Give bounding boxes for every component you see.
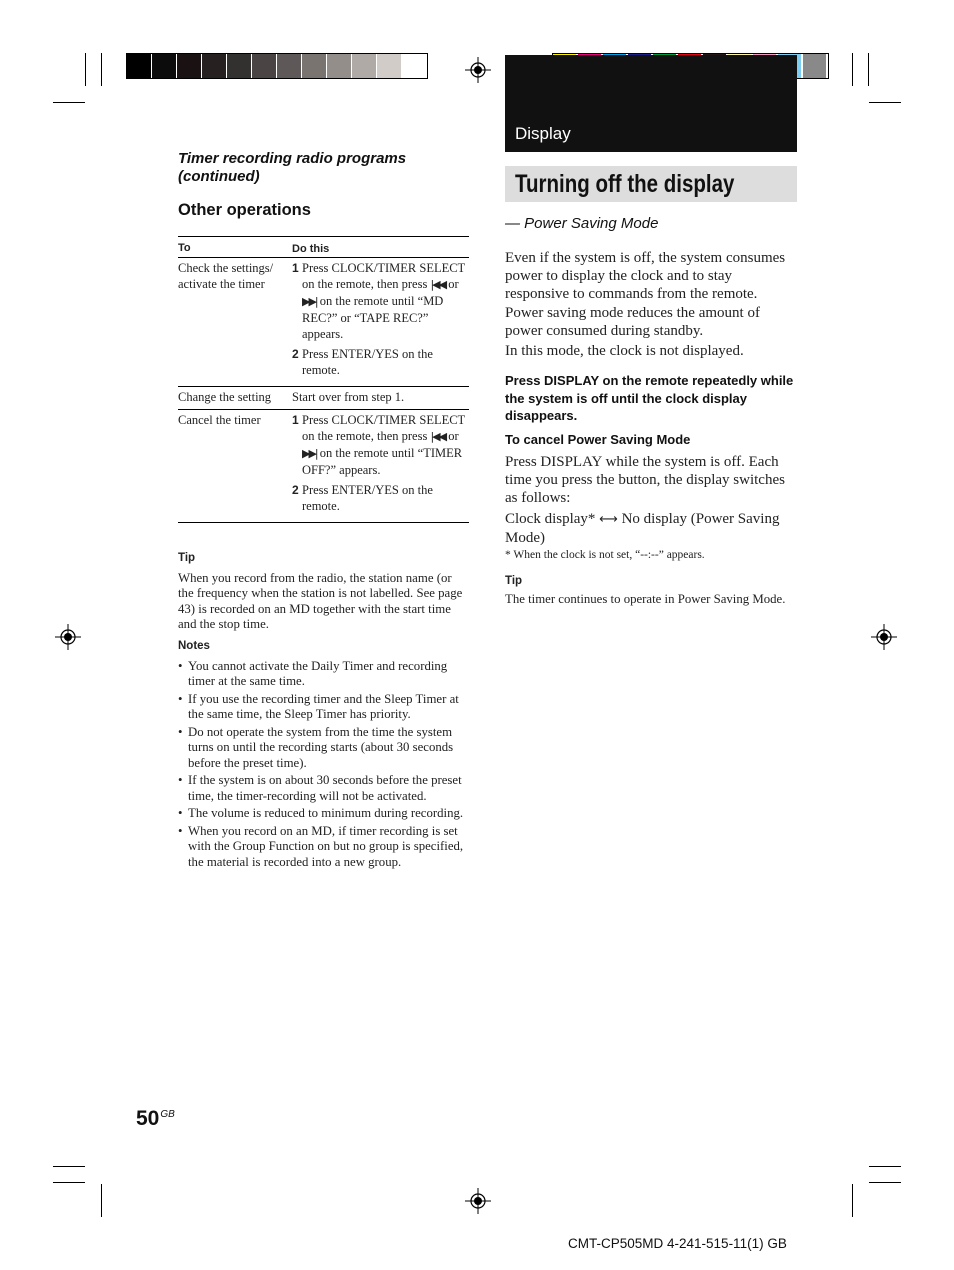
double-arrow-icon: ⟷: [599, 511, 618, 527]
tip-text: When you record from the radio, the station name (or the frequency when the station is not labelled. See page 43) is recorded on an MD together with the start time and the stop time.: [178, 570, 463, 631]
step: [292, 346, 469, 378]
crop-mark: [101, 53, 102, 86]
cycle-item-no-display: No display (Power Saving Mode): [505, 510, 780, 546]
page-suffix: GB: [160, 1109, 175, 1120]
notes-section: [178, 639, 470, 872]
column-header-do: Do this: [292, 243, 330, 255]
step-text: Press CLOCK/TIMER SELECT on the remote, then press: [302, 413, 465, 443]
gray-swatch: [127, 54, 152, 78]
next-track-icon: ▶▶|: [302, 447, 317, 460]
table-header: [178, 237, 469, 258]
step: [292, 260, 469, 342]
cycle-item-clock: Clock display*: [505, 510, 596, 527]
step-text: on the remote until “TIMER OFF?” appears.: [302, 446, 463, 477]
model-code: CMT-CP505MD 4-241-515-11(1) GB: [568, 1236, 787, 1251]
page-number-value: 50: [136, 1107, 160, 1130]
step-number: 1: [292, 413, 299, 427]
table-row: [178, 258, 469, 387]
list-item: • You cannot activate the Daily Timer and recording timer at the same time.: [178, 659, 470, 690]
step-text: Press ENTER/YES on the remote.: [302, 347, 433, 377]
next-track-icon: ▶▶|: [302, 295, 317, 308]
crop-mark: [852, 53, 853, 86]
footnote: * When the clock is not set, “--:--” appears.: [505, 549, 705, 561]
gray-swatch: [377, 54, 402, 78]
step: [292, 412, 469, 478]
notes-list: [178, 659, 470, 871]
table-row: [178, 387, 469, 410]
or-text: or: [448, 429, 459, 443]
tip-section: [178, 551, 470, 633]
page-title: Turning off the display: [515, 170, 735, 198]
list-item: • If you use the recording timer and the Sleep Timer at the same time, the Sleep Timer has priority.: [178, 692, 470, 723]
gray-swatch: [302, 54, 327, 78]
table-row: [178, 410, 469, 522]
column-header-to: To: [178, 242, 191, 254]
row-instructions: Start over from step 1.: [292, 390, 405, 404]
prev-track-icon: |◀◀: [430, 278, 446, 291]
subtitle: — Power Saving Mode: [505, 215, 659, 232]
registration-mark-icon: [465, 1188, 491, 1214]
row-action: Change the setting: [178, 390, 272, 404]
cancel-heading: To cancel Power Saving Mode: [505, 432, 691, 447]
row-instructions: [292, 410, 469, 522]
prev-track-icon: |◀◀: [430, 430, 446, 443]
gray-swatch: [227, 54, 252, 78]
crop-mark: [53, 1182, 85, 1183]
crop-mark: [101, 1184, 102, 1217]
or-text: or: [448, 277, 459, 291]
display-cycle: [505, 510, 797, 547]
crop-mark: [869, 1166, 901, 1167]
crop-mark: [85, 53, 86, 86]
list-item: • Do not operate the system from the time the system turns on until the recording starts (about 30 seconds before the preset time).: [178, 725, 470, 772]
page-number: [136, 1107, 175, 1131]
registration-mark-icon: [465, 57, 491, 83]
paragraph: In this mode, the clock is not displayed.: [505, 343, 744, 360]
list-item: • When you record on an MD, if timer recording is set with the Group Function on but no group is specified, the material is recorded into a new group.: [178, 824, 470, 871]
step-text: Press CLOCK/TIMER SELECT on the remote, then press: [302, 261, 465, 291]
step-number: 1: [292, 261, 299, 275]
notes-heading: Notes: [178, 640, 210, 652]
registration-mark-icon: [55, 624, 81, 650]
gray-swatch: [402, 54, 427, 78]
step: [292, 482, 469, 514]
gray-swatch: [352, 54, 377, 78]
gray-swatch: [202, 54, 227, 78]
list-item: • The volume is reduced to minimum during recording.: [178, 806, 470, 822]
list-item: • If the system is on about 30 seconds before the preset time, the timer-recording will not be activated.: [178, 773, 470, 804]
paragraph: Press DISPLAY while the system is off. Each time you press the button, the display switches as follows:: [505, 454, 785, 507]
section-label: Display: [515, 124, 571, 143]
paragraph: Even if the system is off, the system consumes power to display the clock and to stay responsive to commands from the remote. Power saving mode reduces the amount of power consumed during standby.: [505, 250, 786, 339]
row-instructions: [292, 258, 469, 386]
intro-text: [505, 249, 797, 362]
registration-mark-icon: [871, 624, 897, 650]
crop-mark: [868, 53, 869, 86]
tip-heading: Tip: [178, 552, 196, 564]
instruction-text: Press DISPLAY on the remote repeatedly while the system is off until the clock display disappears.: [505, 373, 794, 423]
operations-table: [178, 236, 469, 523]
tip-section: [505, 574, 795, 607]
step-number: 2: [292, 347, 299, 361]
cancel-text: [505, 453, 797, 549]
gray-swatch: [252, 54, 277, 78]
step-text: Press ENTER/YES on the remote.: [302, 483, 433, 513]
crop-mark: [869, 102, 901, 103]
crop-mark: [869, 1182, 901, 1183]
gray-swatch: [277, 54, 302, 78]
crop-mark: [53, 1166, 85, 1167]
gray-swatch: [152, 54, 177, 78]
other-operations-heading: Other operations: [178, 201, 311, 219]
tip-heading: Tip: [505, 575, 523, 587]
gray-swatch: [327, 54, 352, 78]
gray-swatch: [177, 54, 202, 78]
step-number: 2: [292, 483, 299, 497]
row-action: Cancel the timer: [178, 413, 261, 427]
continued-heading: Timer recording radio programs (continued): [178, 150, 407, 185]
color-swatch: [803, 54, 828, 78]
crop-mark: [53, 102, 85, 103]
row-action: Check the settings/ activate the timer: [178, 261, 274, 291]
tip-text: The timer continues to operate in Power Saving Mode.: [505, 591, 786, 606]
crop-mark: [852, 1184, 853, 1217]
step-text: on the remote until “MD REC?” or “TAPE REC?” appears.: [302, 294, 444, 341]
grayscale-calibration-bar: [126, 53, 428, 79]
